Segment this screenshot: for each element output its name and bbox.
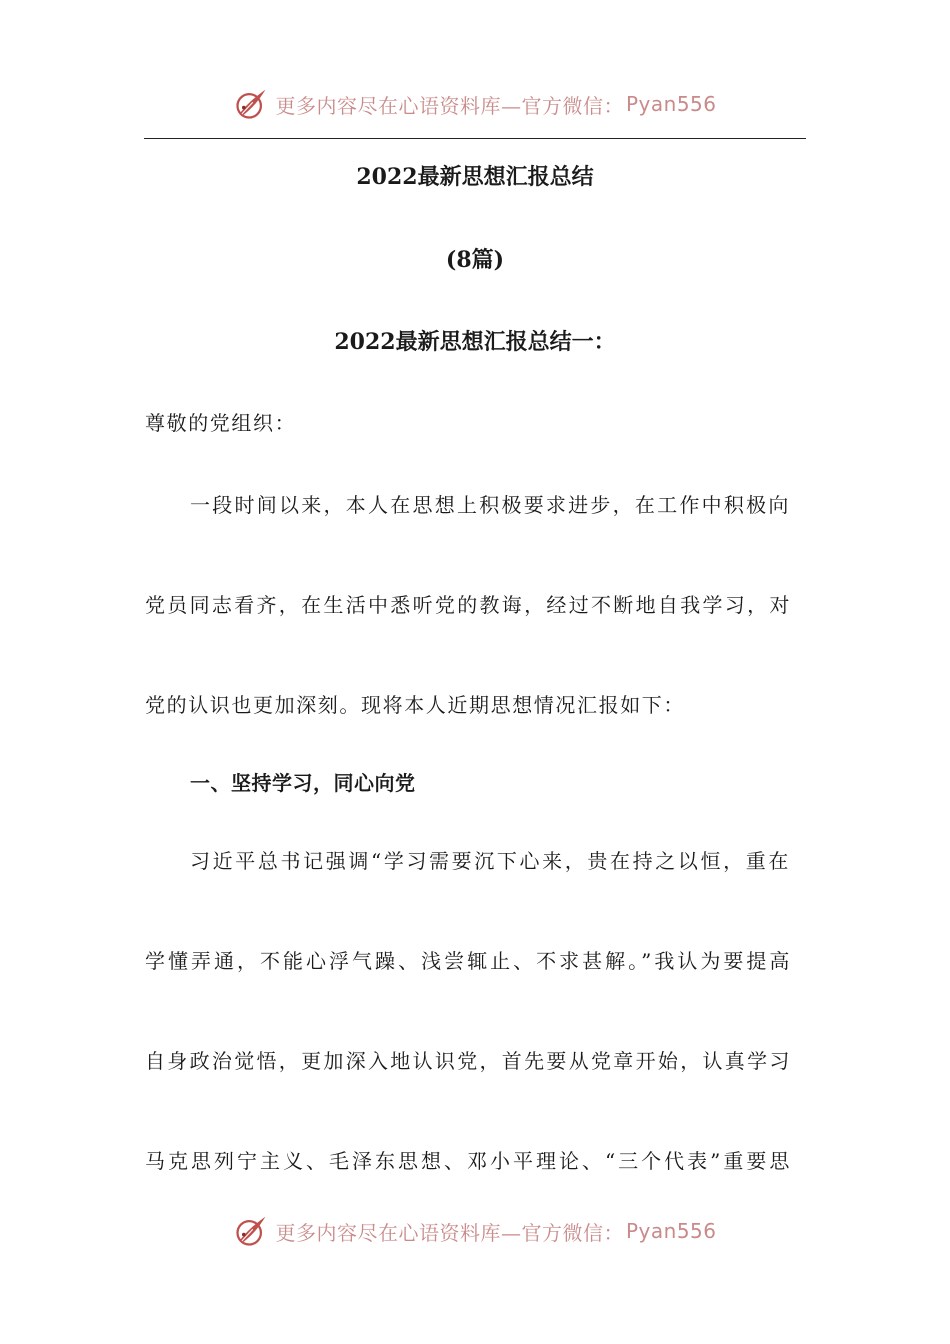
section-title: 2022最新思想汇报总结一：: [334, 329, 616, 355]
paragraph-line: 一段时间以来，本人在思想上积极要求进步，在工作中积极向: [190, 493, 790, 517]
header-divider: [144, 138, 806, 139]
header-watermark: [0, 84, 950, 124]
salutation: 尊敬的党组织：: [145, 411, 297, 435]
document-subtitle: (8篇): [445, 247, 505, 273]
paragraph-line: 学懂弄通，不能心浮气躁、浅尝辄止、不求甚解。”我认为要提高: [145, 949, 791, 973]
watermark-text: 更多内容尽在心语资料库—官方微信：: [275, 1220, 624, 1245]
quill-logo-icon: [233, 86, 269, 122]
watermark-wechat-id: Pyan556: [625, 1219, 717, 1243]
paragraph-line: 自身政治觉悟，更加深入地认识党，首先要从党章开始，认真学习: [145, 1049, 791, 1073]
section-heading: 一、坚持学习，同心向党: [190, 771, 416, 795]
document-title: 2022最新思想汇报总结: [356, 164, 594, 190]
paragraph-line: 马克思列宁主义、毛泽东思想、邓小平理论、“三个代表”重要思: [145, 1149, 791, 1173]
paragraph-line: 党的认识也更加深刻。现将本人近期思想情况汇报如下：: [145, 693, 685, 717]
quill-logo-icon: [233, 1213, 269, 1249]
watermark-text: 更多内容尽在心语资料库—官方微信：: [275, 93, 624, 118]
paragraph-line: 党员同志看齐，在生活中悉听党的教诲，经过不断地自我学习，对: [145, 593, 791, 617]
paragraph-line: 习近平总书记强调“学习需要沉下心来，贵在持之以恒，重在: [190, 849, 790, 873]
footer-watermark: [0, 1211, 950, 1251]
watermark-wechat-id: Pyan556: [625, 92, 717, 116]
